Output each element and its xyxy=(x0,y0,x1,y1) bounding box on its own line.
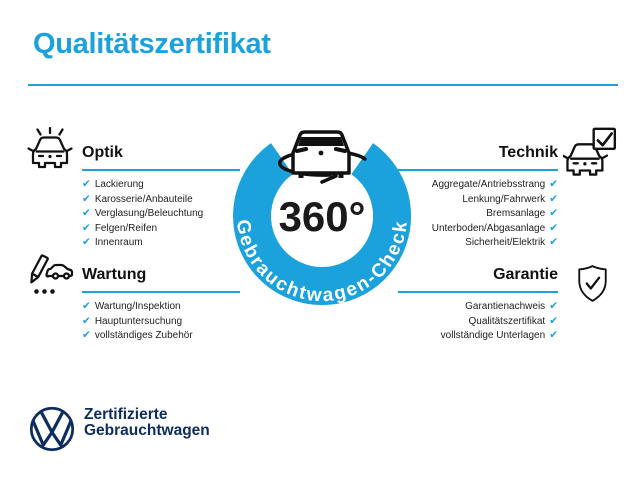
list-item: ✔ Verglasung/Beleuchtung xyxy=(82,207,204,219)
check-icon: ✔ xyxy=(82,221,91,234)
header-divider xyxy=(28,84,618,86)
list-item: vollständige Unterlagen ✔ xyxy=(440,329,558,341)
optik-underline xyxy=(82,169,240,171)
check-icon: ✔ xyxy=(549,300,558,312)
360-check-badge xyxy=(227,116,417,316)
check-icon: ✔ xyxy=(549,178,558,190)
list-item: ✔ Lackierung xyxy=(82,178,144,190)
list-item: ✔ Hauptuntersuchung xyxy=(82,314,183,327)
check-icon: ✔ xyxy=(82,300,91,312)
list-item: ✔ Felgen/Reifen xyxy=(82,221,158,234)
check-icon: ✔ xyxy=(82,207,91,219)
list-item: ✔ vollständiges Zubehör xyxy=(82,329,193,341)
list-item: Unterboden/Abgasanlage ✔ xyxy=(431,221,558,234)
brand-line-2: Gebrauchtwagen xyxy=(84,421,210,439)
list-item: Sicherheit/Elektrik ✔ xyxy=(465,236,558,248)
check-icon: ✔ xyxy=(549,221,558,234)
list-item: Qualitätszertifikat ✔ xyxy=(468,314,558,327)
section-garantie-title: Garantie xyxy=(493,266,558,283)
section-wartung-title: Wartung xyxy=(82,266,147,283)
badge-degree-label: 360° xyxy=(278,193,366,240)
check-icon: ✔ xyxy=(549,192,558,205)
shield-check-icon xyxy=(571,259,614,308)
check-icon: ✔ xyxy=(82,329,91,341)
vw-logo xyxy=(29,406,75,452)
check-icon: ✔ xyxy=(82,314,91,327)
page-title: Qualitätszertifikat xyxy=(33,28,271,60)
check-icon: ✔ xyxy=(82,192,91,205)
pencil-car-inspection-icon xyxy=(24,253,76,303)
brand-wordmark xyxy=(84,407,210,438)
check-icon: ✔ xyxy=(549,329,558,341)
list-item: Bremsanlage ✔ xyxy=(486,207,558,219)
check-icon: ✔ xyxy=(82,178,91,190)
section-optik-title: Optik xyxy=(82,144,123,161)
list-item: Lenkung/Fahrwerk ✔ xyxy=(462,192,558,205)
badge-ring-label: Gebrauchtwagen-Check xyxy=(231,218,413,307)
check-icon: ✔ xyxy=(549,314,558,327)
shiny-car-front-icon xyxy=(24,127,76,177)
check-icon: ✔ xyxy=(82,236,91,248)
technik-underline xyxy=(398,169,558,171)
check-icon: ✔ xyxy=(549,236,558,248)
brand-line-1: Zertifizierte xyxy=(84,406,168,423)
car-front-checkbox-icon xyxy=(563,126,618,177)
garantie-underline xyxy=(398,291,558,293)
list-item: ✔ Karosserie/Anbauteile xyxy=(82,192,193,205)
list-item: Aggregate/Antriebsstrang ✔ xyxy=(431,178,558,190)
check-icon: ✔ xyxy=(549,207,558,219)
list-item: ✔ Wartung/Inspektion xyxy=(82,300,181,312)
section-technik-title: Technik xyxy=(498,144,558,161)
list-item: ✔ Innenraum xyxy=(82,236,143,248)
wartung-underline xyxy=(82,291,240,293)
list-item: Garantienachweis ✔ xyxy=(465,300,558,312)
